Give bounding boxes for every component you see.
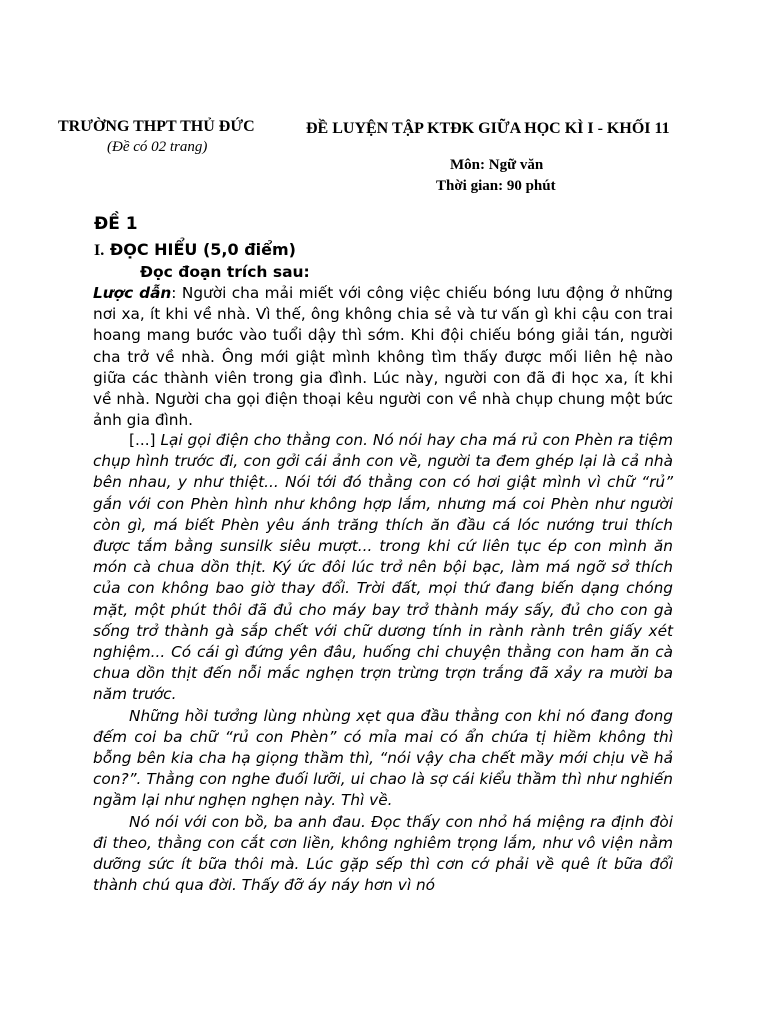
page-count-note: (Đề có 02 trang): [107, 139, 208, 155]
duration-line: Thời gian: 90 phút: [436, 178, 556, 194]
excerpt-paragraph: Nó nói với con bồ, ba anh đau. Đọc thấy con nhỏ há miệng ra định đòi đi theo, thằng con cắt cơn liền, không nghiêm trọng lắm, như vô viện nằm dưỡng sức ít bữa thôi mà. Lúc gặp sếp thì cơn cớ phải về quê ít bữa đổi thành chú qua đời. Thấy đỡ áy náy hơn vì nó: [93, 812, 673, 895]
excerpt: [93, 430, 673, 896]
section-number: I.: [94, 242, 105, 259]
summary-paragraph: [93, 283, 673, 431]
exam-code: ĐỀ 1: [94, 214, 138, 234]
omission-mark: [...]: [129, 431, 156, 449]
excerpt-paragraph: Những hồi tưởng lùng nhùng xẹt qua đầu thằng con khi nó đang đong đếm coi ba chữ “rủ con Phèn” có mỉa mai có ẩn chứa tị hiềm không thì bỗng bên kia cha hạ giọng thầm thì, “nói vậy cha chết mầy mới chịu về hả con?”. Thằng con nghe đuối lưỡi, ui chao là sợ cái kiểu thầm thì như nghiến ngầm lại như nghẹn nghẹn này. Thì về.: [93, 706, 673, 810]
exam-title: ĐỀ LUYỆN TẬP KTĐK GIỮA HỌC KÌ I - KHỐI 11: [306, 120, 670, 137]
reading-instruction: Đọc đoạn trích sau:: [140, 263, 310, 281]
excerpt-paragraph-1-text: Lại gọi điện cho thằng con. Nó nói hay cha má rủ con Phèn ra tiệm chụp hình trước đi, con gởi cái ảnh con về, người ta đem ghép lại là cả nhà bên nhau, y như thiệt... Nói tới đó thằng con có hơi giật mình vì chữ “rủ” gắn với con Phèn hình như không hợp lắm, nhưng má coi Phèn như người còn gì, má biết Phèn yêu ánh trăng thích ăn đầu cá lóc nướng trui thích được tắm bằng sunsilk siêu mượt... trong khi cứ liên tục ép con mình ăn món cà chua dồn thịt. Ký ức đôi lúc trở nên bội bạc, làm má ngỡ sở thích của con không bao giờ thay đổi. Trời đất, mọi thứ đang biến dạng chóng mặt, một phút thôi đã đủ cho máy bay trở thành máy sấy, đủ cho con gà sống trở thành gà sắp chết với chữ dương tính in rành rành trên giấy xét nghiệm... Có cái gì đứng yên đâu, huống chi chuyện thằng con ham ăn cà chua dồn thịt đến nỗi mắc nghẹn trợn trừng trợn trắng đã xảy ra mười ba năm trước.: [93, 431, 673, 704]
excerpt-paragraph: [93, 430, 673, 706]
summary-text: : Người cha mải miết với công việc chiếu bóng lưu động ở những nơi xa, ít khi về nhà. Vì thế, ông không chia sẻ và tư vấn gì khi cậu con trai hoang mang bước vào tuổi dậy thì sớm. Khi đội chiếu bóng giải tán, người cha trở về nhà. Ông mới giật mình không tìm thấy được mối liên hệ nào giữa các thành viên trong gia đình. Lúc này, người con đã đi học xa, ít khi về nhà. Người cha gọi điện thoại kêu người con về nhà chụp chung một bức ảnh gia đình.: [93, 284, 673, 430]
section-heading: [94, 240, 296, 260]
summary-label: Lược dẫn: [93, 284, 172, 302]
school-name: TRƯỜNG THPT THỦ ĐỨC: [58, 118, 255, 135]
section-title: ĐỌC HIỂU (5,0 điểm): [109, 240, 296, 259]
subject-line: Môn: Ngữ văn: [450, 157, 544, 173]
